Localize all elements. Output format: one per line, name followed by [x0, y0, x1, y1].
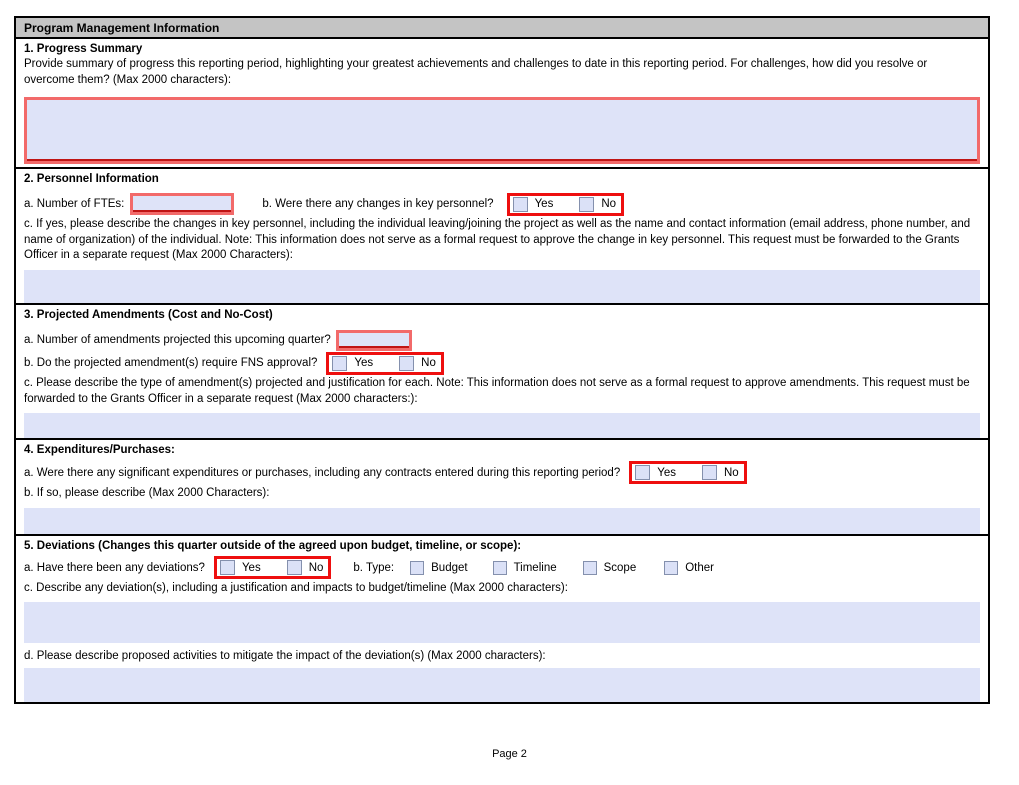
- section-deviations: [16, 534, 988, 702]
- expenditures-yes-no-group: [629, 461, 746, 484]
- expenditures-no-checkbox[interactable]: [702, 465, 717, 480]
- deviation-type-budget: [410, 561, 467, 575]
- section-projected-amendments: [16, 303, 988, 438]
- section-1-description: Provide summary of progress this reporting period, highlighting your greatest achievements and challenges to date in this reporting period. For challenges, how did you resolve or overcome them? (Max 2000 characters):: [24, 58, 928, 86]
- yes-label: Yes: [534, 198, 554, 210]
- yes-label: Yes: [354, 357, 374, 369]
- section-expenditures-purchases: [16, 438, 988, 534]
- timeline-label: Timeline: [513, 561, 557, 574]
- deviations-no-checkbox[interactable]: [287, 560, 302, 575]
- amendments-count-label: a. Number of amendments projected this upcoming quarter?: [24, 334, 331, 346]
- yes-label: Yes: [657, 466, 676, 479]
- section-4-title: 4. Expenditures/Purchases:: [24, 444, 175, 456]
- section-5d-label: d. Please describe proposed activities to mitigate the impact of the deviation(s) (Max 2000 characters):: [24, 649, 546, 662]
- ftes-input[interactable]: [130, 193, 234, 215]
- no-label: No: [421, 357, 436, 369]
- section-4b-label: b. If so, please describe (Max 2000 Characters):: [24, 487, 270, 499]
- deviation-type-other: [664, 561, 714, 575]
- page-number: Page 2: [492, 748, 527, 760]
- key-personnel-change-label: b. Were there any changes in key personnel?: [262, 198, 494, 210]
- other-checkbox[interactable]: [664, 561, 678, 575]
- section-2c-description: c. If yes, please describe the changes in key personnel, including the individual leaving/joining the project as well as the name and contact information (email address, phone number, and name of organization) of the individual. Note: This information does not serve as a formal request to approve the change in key personnel. This request must be forwarded to the Grants Officer in a separate request (Max 2000 Characters):: [24, 218, 971, 261]
- key-personnel-yes-no-group: [507, 193, 624, 216]
- deviation-type-timeline: [493, 561, 557, 575]
- amendments-description-textarea[interactable]: [24, 413, 980, 438]
- mitigation-description-textarea[interactable]: [24, 668, 980, 702]
- amendments-count-input[interactable]: [336, 330, 412, 351]
- key-personnel-yes-checkbox[interactable]: [513, 197, 528, 212]
- timeline-checkbox[interactable]: [493, 561, 507, 575]
- deviation-description-textarea[interactable]: [24, 602, 980, 643]
- fns-approval-yes-no-group: [326, 352, 443, 375]
- program-management-form: [14, 16, 990, 704]
- section-1-title: 1. Progress Summary: [24, 43, 143, 55]
- no-label: No: [723, 466, 739, 479]
- personnel-changes-textarea[interactable]: [24, 270, 980, 304]
- key-personnel-no-checkbox[interactable]: [579, 197, 594, 212]
- deviations-question-label: a. Have there been any deviations?: [24, 561, 205, 574]
- expenditures-question-label: a. Were there any significant expenditures or purchases, including any contracts entered during this reporting period?: [24, 466, 621, 479]
- fns-approval-label: b. Do the projected amendment(s) require FNS approval?: [24, 357, 318, 369]
- section-2-title: 2. Personnel Information: [24, 173, 159, 185]
- fns-approval-yes-checkbox[interactable]: [332, 356, 347, 371]
- budget-checkbox[interactable]: [410, 561, 424, 575]
- deviation-type-label: b. Type:: [353, 561, 395, 574]
- deviation-type-scope: [583, 561, 637, 575]
- deviations-yes-no-group: [214, 556, 331, 579]
- other-label: Other: [685, 561, 714, 574]
- budget-label: Budget: [431, 561, 468, 574]
- deviations-yes-checkbox[interactable]: [220, 560, 235, 575]
- section-3c-description: c. Please describe the type of amendment(s) projected and justification for each. Note: This information does not serve as a formal request to approve amendments. This request must be forwarded to the Grants Officer in a separate request (Max 2000 characters:):: [24, 377, 970, 405]
- progress-summary-textarea[interactable]: [24, 97, 980, 164]
- form-header-title: Program Management Information: [16, 18, 988, 39]
- section-personnel-information: [16, 167, 988, 303]
- section-3-title: 3. Projected Amendments (Cost and No-Cost): [24, 309, 273, 321]
- yes-label: Yes: [241, 561, 261, 574]
- fns-approval-no-checkbox[interactable]: [399, 356, 414, 371]
- no-label: No: [601, 198, 617, 210]
- scope-label: Scope: [603, 561, 637, 574]
- scope-checkbox[interactable]: [583, 561, 597, 575]
- section-progress-summary: [16, 39, 988, 167]
- ftes-label: a. Number of FTEs:: [24, 198, 125, 210]
- expenditures-yes-checkbox[interactable]: [635, 465, 650, 480]
- section-5c-label: c. Describe any deviation(s), including a justification and impacts to budget/timeline (Max 2000 characters):: [24, 582, 568, 594]
- section-5-title: 5. Deviations (Changes this quarter outside of the agreed upon budget, timeline, or scope):: [24, 540, 522, 552]
- no-label: No: [308, 561, 324, 574]
- expenditures-description-textarea[interactable]: [24, 508, 980, 535]
